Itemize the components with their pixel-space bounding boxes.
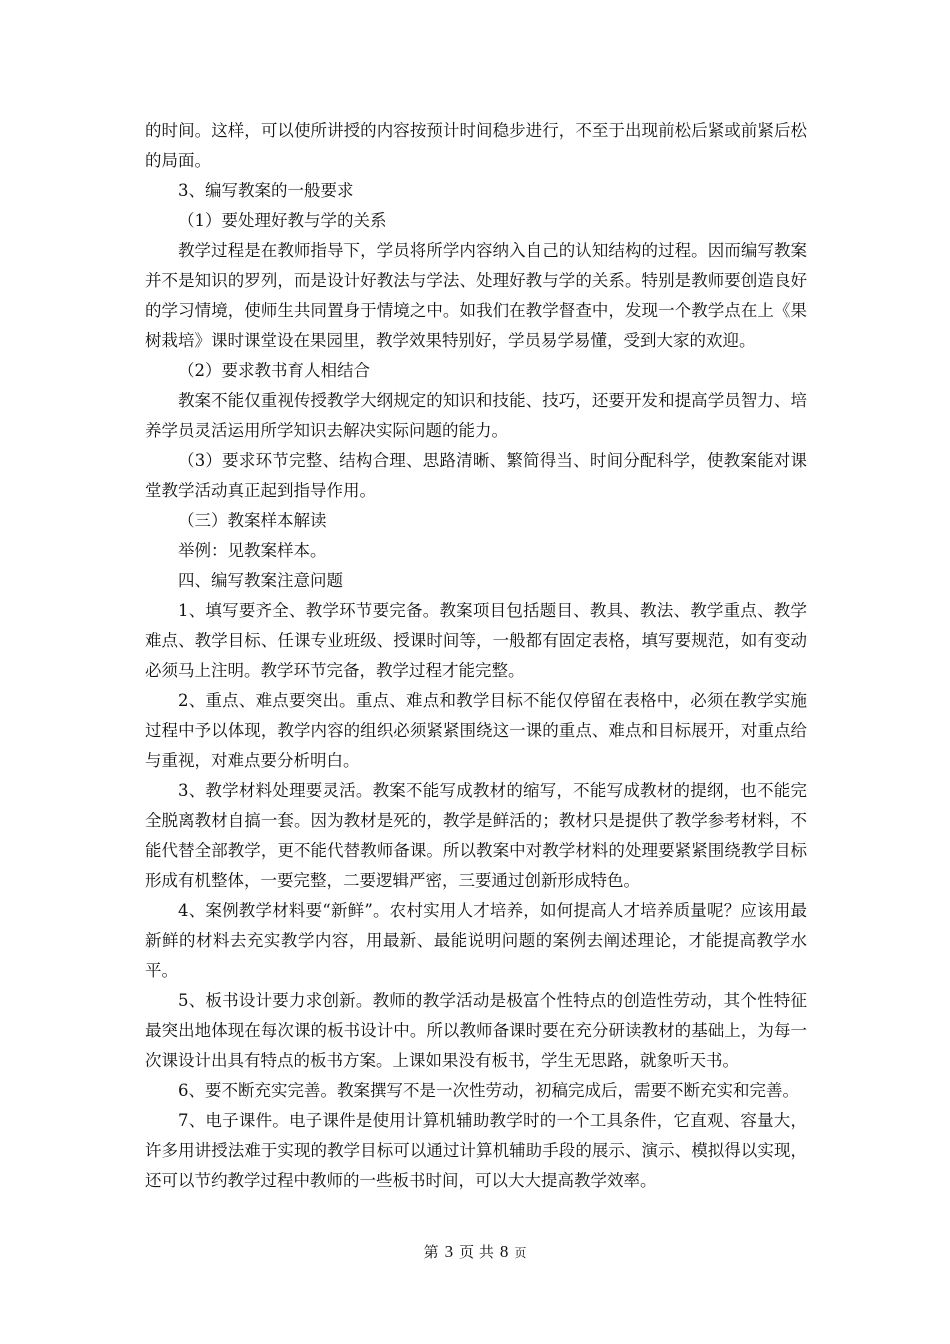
paragraph-lesson-plan-ability: 教案不能仅重视传授教学大纲规定的知识和技能、技巧，还要开发和提高学员智力、培养学员灵活运用所学知识去解决实际问题的能力。 [145, 391, 807, 440]
paragraph-note-1: 1、填写要齐全、教学环节要完备。教案项目包括题目、教具、教法、教学重点、教学难点、教学目标、任课专业班级、授课时间等，一般都有固定表格，填写要规范，如有变动必须马上注明。教学环节完备，教学过程才能完整。 [145, 601, 807, 680]
footer-middle: 页 共 [459, 1243, 494, 1261]
paragraph-note-2: 2、重点、难点要突出。重点、难点和教学目标不能仅停留在表格中，必须在教学实施过程中予以体现，教学内容的组织必须紧紧围绕这一课的重点、难点和目标展开，对重点给与重视，对难点要分析明白。 [145, 691, 807, 770]
footer-suffix: 页 [514, 1246, 527, 1260]
paragraph-continuation: 的时间。这样，可以使所讲授的内容按预计时间稳步进行，不至于出现前松后紧或前紧后松的局面。 [145, 121, 807, 170]
section-heading-notes: 四、编写教案注意问题 [178, 571, 343, 590]
paragraph-note-3: 3、教学材料处理要灵活。教案不能写成教材的缩写，不能写成教材的提纲，也不能完全脱离教材自搞一套。因为教材是死的，教学是鲜活的；教材只是提供了教学参考材料，不能代替全部教学，更不能代替教师备课。所以教案中对教学材料的处理要紧紧围绕教学目标形成有机整体，一要完整，二要逻辑严密，三要通过创新形成特色。 [145, 781, 807, 890]
footer-prefix: 第 [423, 1243, 439, 1261]
page-total: 8 [499, 1242, 509, 1261]
section-heading-general-requirements: 3、编写教案的一般要求 [178, 181, 354, 200]
paragraph-example: 举例：见教案样本。 [178, 541, 327, 560]
paragraph-teaching-process: 教学过程是在教师指导下，学员将所学内容纳入自己的认知结构的过程。因而编写教案并不是知识的罗列，而是设计好教法与学法、处理好教与学的关系。特别是教师要创造良好的学习情境，使师生共同置身于情境之中。如我们在教学督查中，发现一个教学点在上《果树栽培》课时课堂设在果园里，教学效果特别好，学员易学易懂，受到大家的欢迎。 [145, 241, 807, 350]
page-footer [0, 1241, 950, 1264]
paragraph-note-7: 7、电子课件。电子课件是使用计算机辅助教学时的一个工具条件，它直观、容量大，许多用讲授法难于实现的教学目标可以通过计算机辅助手段的展示、演示、模拟得以实现，还可以节约教学过程中教师的一些板书时间，可以大大提高教学效率。 [145, 1111, 807, 1190]
subheading-educate: （2）要求教书育人相结合 [178, 361, 370, 380]
subheading-teach-learn: （1）要处理好教与学的关系 [178, 211, 387, 230]
paragraph-note-5: 5、板书设计要力求创新。教师的教学活动是极富个性特点的创造性劳动，其个性特征最突出地体现在每次课的板书设计中。所以教师备课时要在充分研读教材的基础上，为每一次课设计出具有特点的板书方案。上课如果没有板书，学生无思路，就象听天书。 [145, 991, 807, 1070]
section-heading-sample: （三）教案样本解读 [178, 511, 327, 530]
paragraph-complete-structure: （3）要求环节完整、结构合理、思路清晰、繁简得当、时间分配科学，使教案能对课堂教学活动真正起到指导作用。 [145, 451, 807, 500]
document-body [145, 116, 807, 1196]
paragraph-note-6: 6、要不断充实完善。教案撰写不是一次性劳动，初稿完成后，需要不断充实和完善。 [178, 1081, 799, 1100]
paragraph-note-4: 4、案例教学材料要“新鲜”。农村实用人才培养，如何提高人才培养质量呢？应该用最新鲜的材料去充实教学内容，用最新、最能说明问题的案例去阐述理论，才能提高教学水平。 [145, 901, 807, 980]
page-number: 3 [444, 1242, 454, 1261]
